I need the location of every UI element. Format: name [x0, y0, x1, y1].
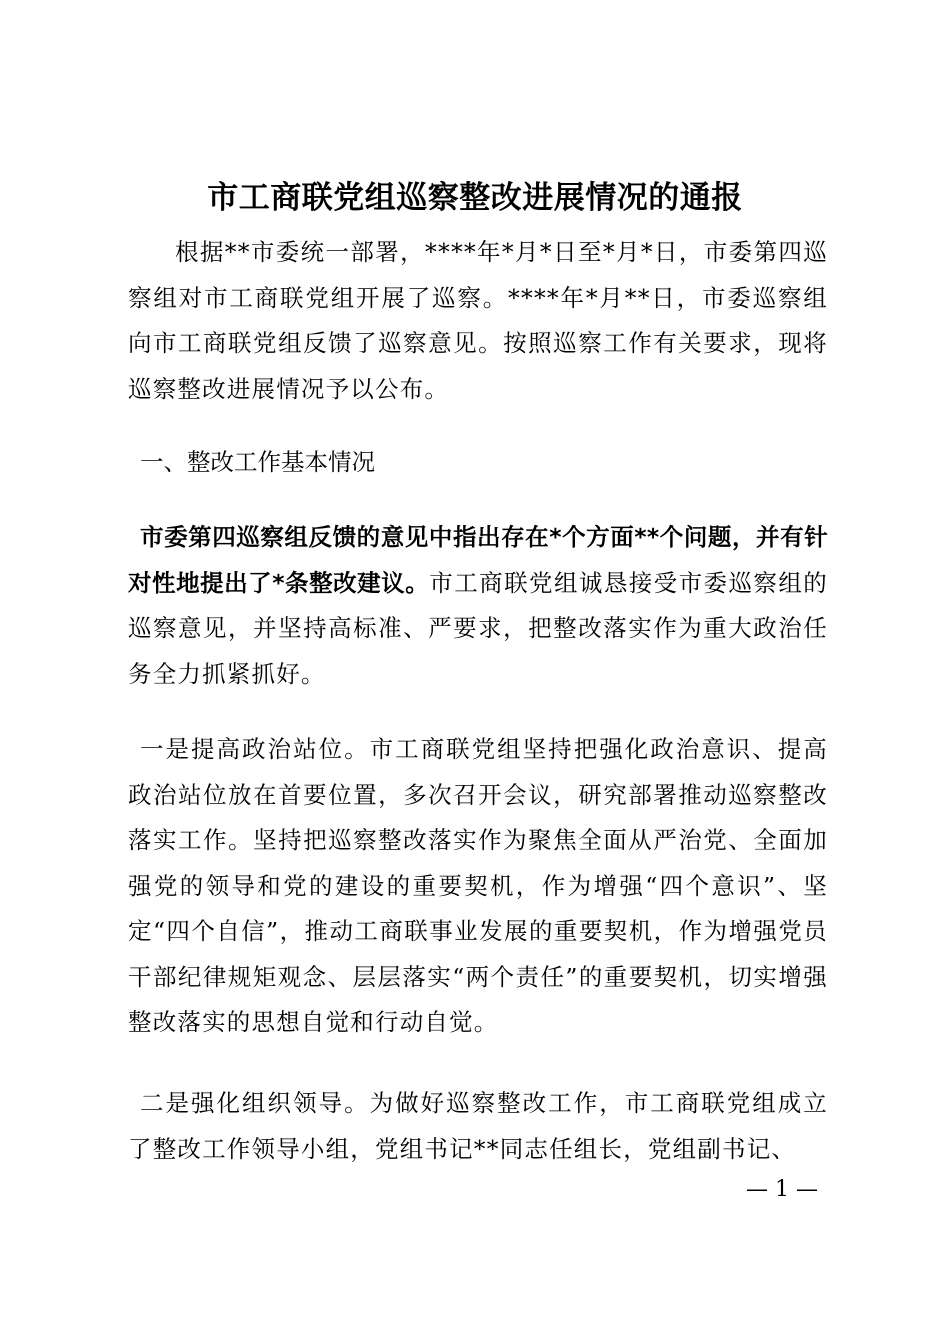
point-one-paragraph: 一是提高政治站位。市工商联党组坚持把强化政治意识、提高政治站位放在首要位置，多次召开会议，研究部署推动巡察整改落实工作。坚持把巡察整改落实作为聚焦全面从严治党、全面加强党的领导和党的建设的重要契机，作为增强“四个意识”、坚定“四个自信”，推动工商联事业发展的重要契机，作为增强党员干部纪律规矩观念、层层落实“两个责任”的重要契机，切实增强整改落实的思想自觉和行动自觉。: [128, 735, 828, 1036]
page-number: — 1 —: [746, 1177, 818, 1202]
summary-lead-text: 市委第四巡察组反馈的意见中指出存在*个方面**个问题，并有针对性地提出了*条整改建议。: [128, 523, 828, 597]
intro-paragraph: 根据**市委统一部署，****年*月*日至*月*日，市委第四巡察组对市工商联党组开展了巡察。****年*月**日，市委巡察组向市工商联党组反馈了巡察意见。按照巡察工作有关要求，现将巡察整改进展情况予以公布。: [128, 238, 828, 403]
section-heading: 一、整改工作基本情况: [140, 448, 375, 476]
document-title: 市工商联党组巡察整改进展情况的通报: [207, 180, 743, 216]
summary-body-text: 市工商联党组诚恳接受市委巡察组的巡察意见，并坚持高标准、严要求，把整改落实作为重大政治任务全力抓紧抓好。: [128, 568, 828, 688]
point-two-paragraph: 二是强化组织领导。为做好巡察整改工作，市工商联党组成立了整改工作领导小组，党组书记**同志任组长，党组副书记、: [128, 1089, 828, 1163]
summary-paragraph: [128, 515, 828, 697]
